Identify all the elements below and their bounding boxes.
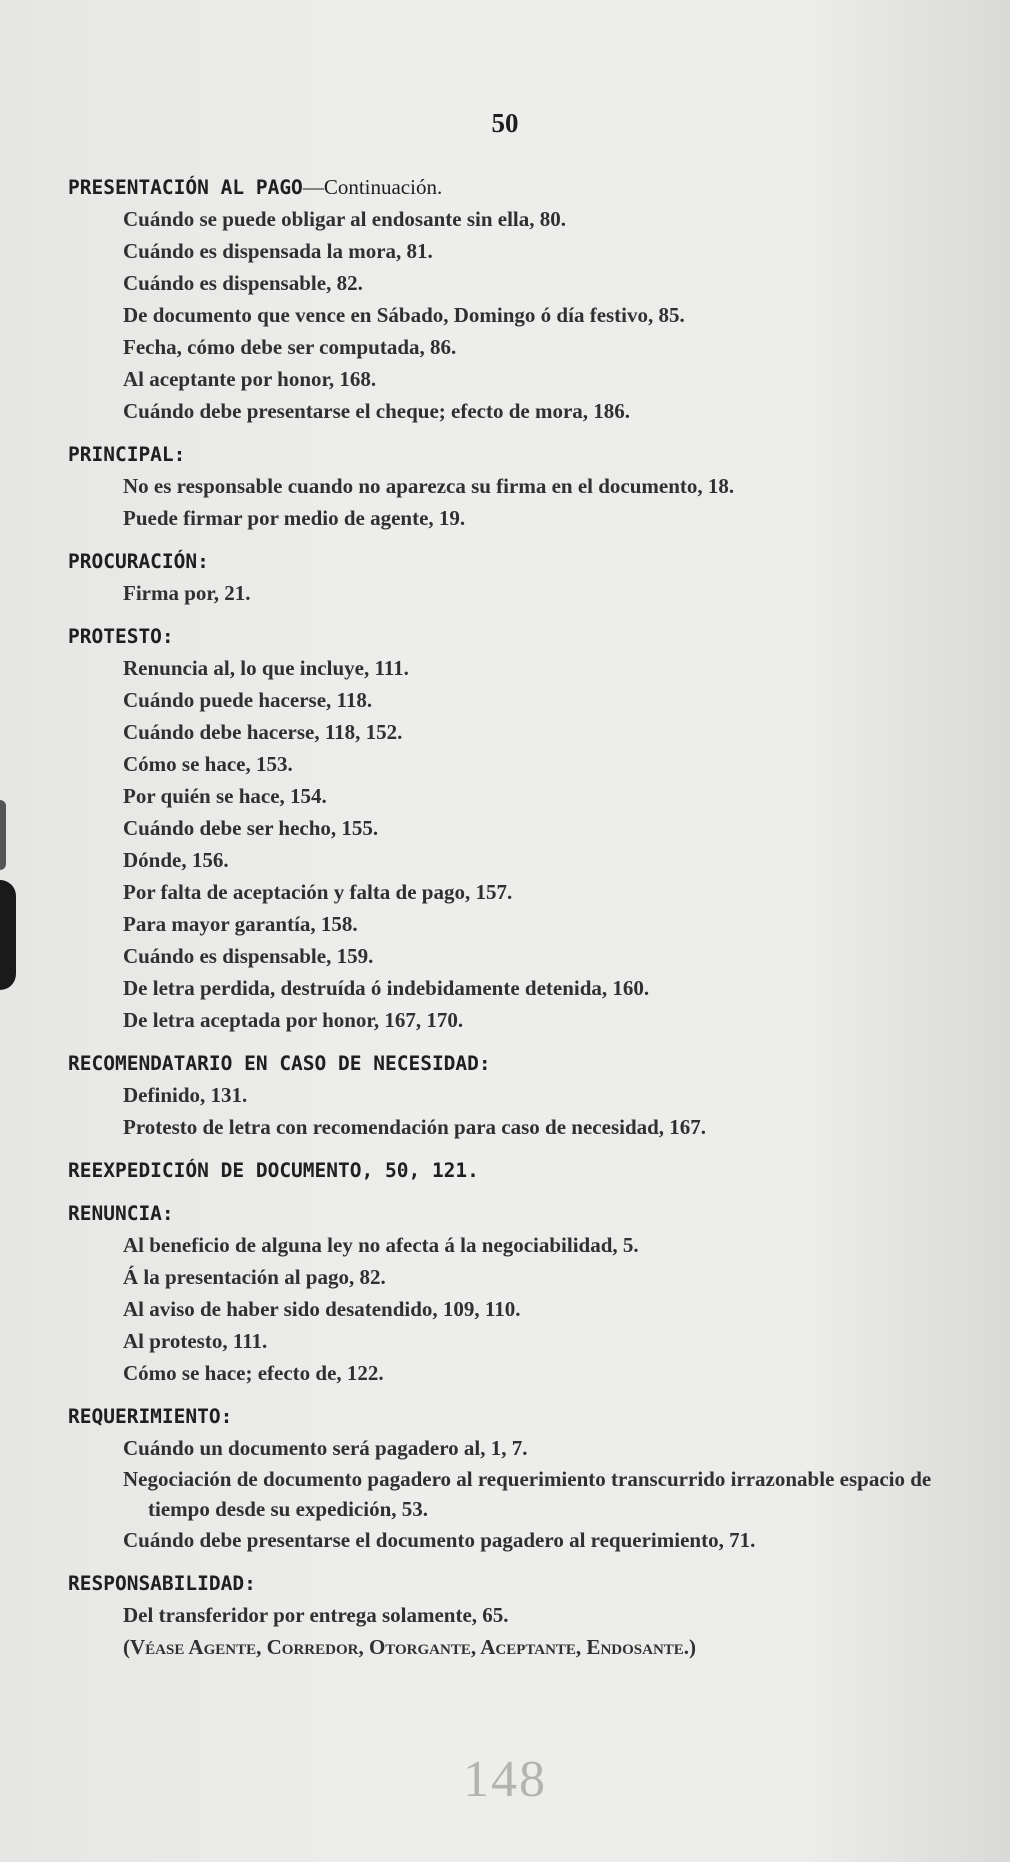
index-heading: RECOMENDATARIO EN CASO DE NECESIDAD: — [68, 1052, 491, 1075]
index-entry: Cuándo debe presentarse el cheque; efecto de mora, 186. — [123, 399, 631, 423]
index-entry: De documento que vence en Sábado, Domingo ó día festivo, 85. — [123, 303, 685, 327]
index-entry: No es responsable cuando no aparezca su firma en el documento, 18. — [123, 474, 735, 498]
index-heading — [68, 172, 968, 203]
index-entry: Para mayor garantía, 158. — [123, 912, 358, 936]
index-entry: Cuándo puede hacerse, 118. — [123, 688, 373, 712]
index-entry: Renuncia al, lo que incluye, 111. — [123, 656, 409, 680]
index-heading: PRINCIPAL: — [68, 443, 186, 466]
index-entry: Al protesto, 111. — [123, 1329, 268, 1353]
index-heading: RESPONSABILIDAD: — [68, 1572, 256, 1595]
index-entry: Al aviso de haber sido desatendido, 109, 110. — [123, 1297, 521, 1321]
index-entry: Firma por, 21. — [123, 581, 251, 605]
continuation-text: —Continuación. — [302, 175, 443, 199]
index-entry: Protesto de letra con recomendación para caso de necesidad, 167. — [123, 1115, 707, 1139]
index-list — [68, 172, 968, 1663]
index-heading: PROTESTO: — [68, 625, 174, 648]
index-heading: RENUNCIA: — [68, 1202, 174, 1225]
index-entry: De letra aceptada por honor, 167, 170. — [123, 1008, 464, 1032]
see-also-entry: (Véase Agente, Corredor, Otorgante, Aceptante, Endosante.) — [123, 1635, 697, 1659]
index-entry: Cuándo debe hacerse, 118, 152. — [123, 720, 403, 744]
index-heading: PROCURACIÓN: — [68, 550, 209, 573]
index-entry: De letra perdida, destruída ó indebidamente detenida, 160. — [123, 976, 650, 1000]
index-entry: Cuándo es dispensable, 82. — [123, 271, 363, 295]
index-entry: Cuándo un documento será pagadero al, 1, 7. — [123, 1436, 528, 1460]
index-entry: Cuándo debe presentarse el documento pagadero al requerimiento, 71. — [123, 1528, 756, 1552]
index-entry: Cómo se hace, 153. — [123, 752, 293, 776]
folio-number: 148 — [463, 1751, 547, 1808]
index-heading: REQUERIMIENTO: — [68, 1405, 233, 1428]
heading-text: PRESENTACIÓN AL PAGO — [68, 176, 303, 199]
index-entry: Por falta de aceptación y falta de pago, 157. — [123, 880, 513, 904]
index-entry: Al beneficio de alguna ley no afecta á la negociabilidad, 5. — [123, 1233, 639, 1257]
index-heading: REEXPEDICIÓN DE DOCUMENTO, 50, 121. — [68, 1159, 479, 1182]
index-entry: Fecha, cómo debe ser computada, 86. — [123, 335, 457, 359]
index-entry: Por quién se hace, 154. — [123, 784, 327, 808]
binding-edge — [0, 880, 16, 990]
binding-shadow — [0, 800, 6, 870]
index-entry: Cuándo se puede obligar al endosante sin ella, 80. — [123, 207, 567, 231]
index-entry: Dónde, 156. — [123, 848, 229, 872]
page-number: 50 — [491, 108, 519, 138]
index-entry: Al aceptante por honor, 168. — [123, 367, 377, 391]
index-entry: Cuándo es dispensada la mora, 81. — [123, 239, 433, 263]
index-entry: Definido, 131. — [123, 1083, 248, 1107]
index-entry: Negociación de documento pagadero al requerimiento transcurrido irrazonable espacio de tiempo desde su expedición, 53. — [123, 1467, 932, 1521]
index-entry: Puede firmar por medio de agente, 19. — [123, 506, 466, 530]
index-entry: Cuándo debe ser hecho, 155. — [123, 816, 379, 840]
index-entry: Cómo se hace; efecto de, 122. — [123, 1361, 384, 1385]
index-entry: Cuándo es dispensable, 159. — [123, 944, 374, 968]
index-entry: Á la presentación al pago, 82. — [123, 1265, 386, 1289]
index-entry: Del transferidor por entrega solamente, 65. — [123, 1603, 509, 1627]
